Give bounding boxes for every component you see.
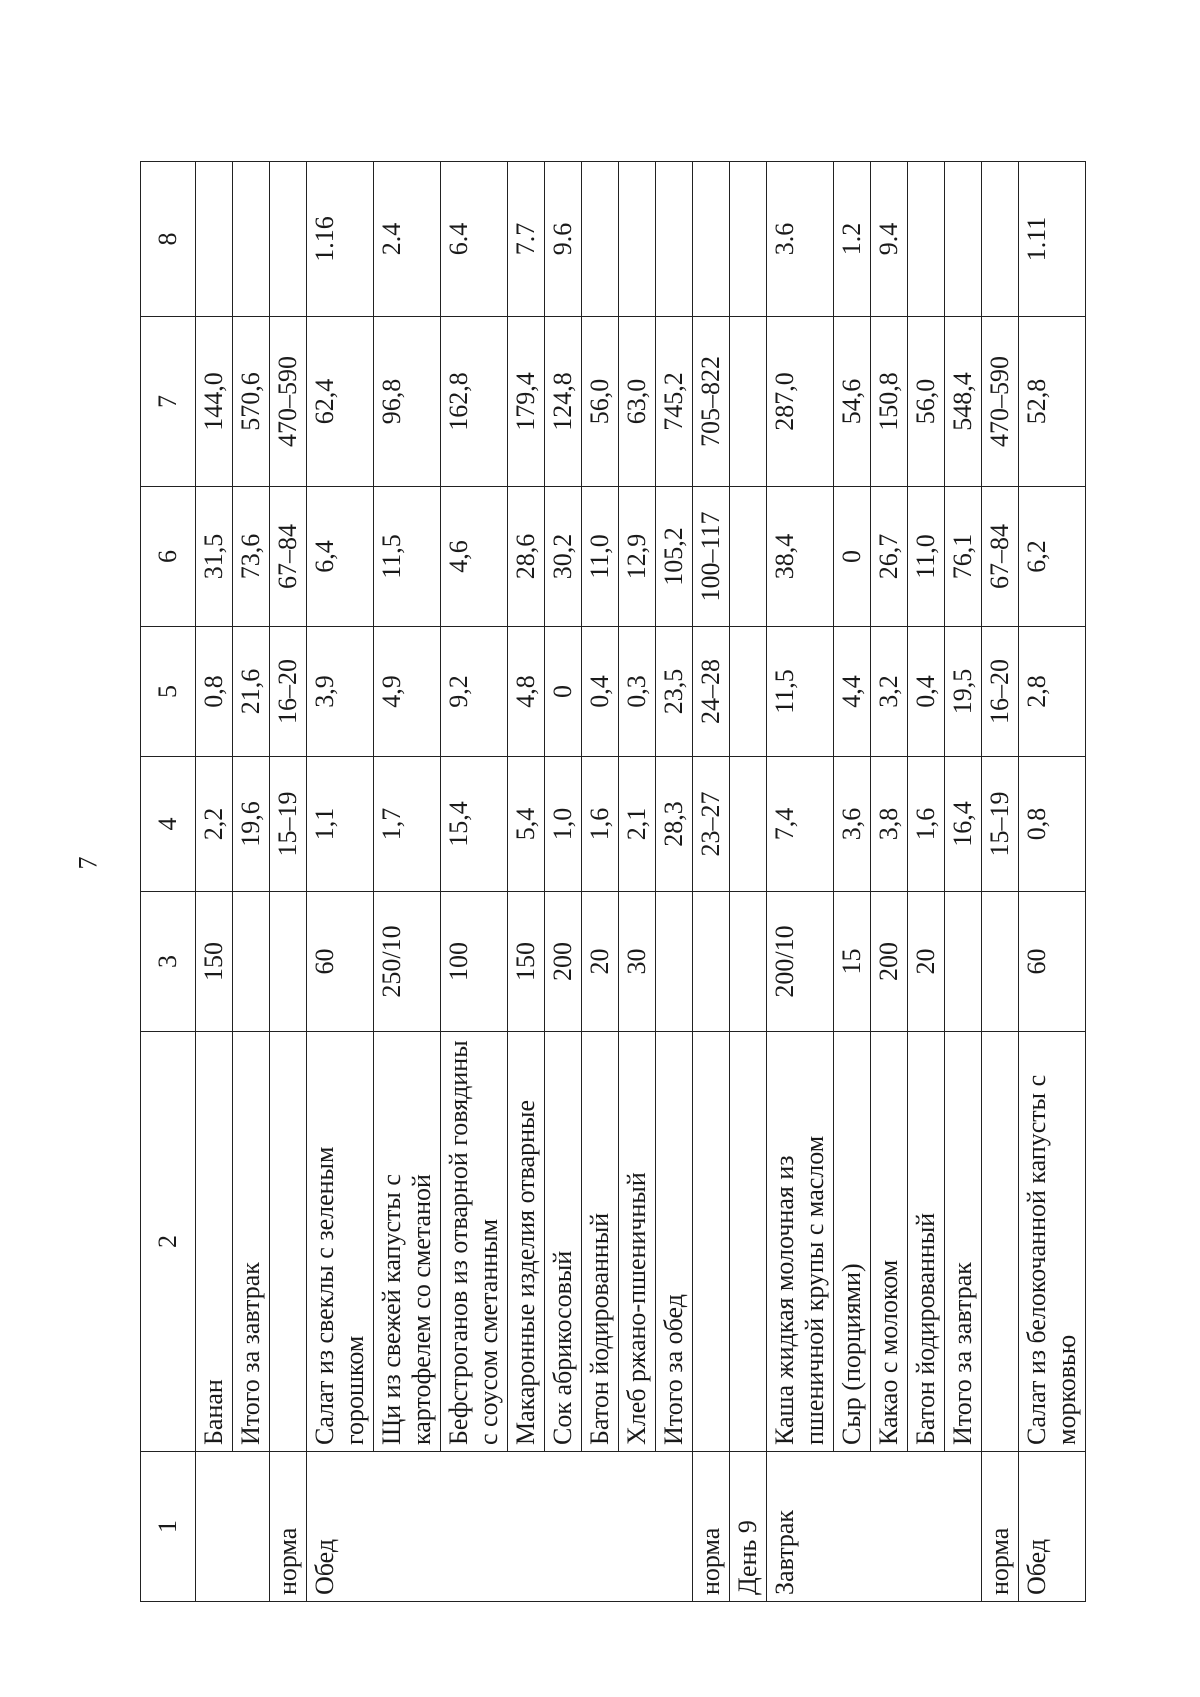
value-cell: 0,3 <box>619 627 656 757</box>
value-cell: 23–27 <box>693 757 730 892</box>
table-row <box>619 162 656 1602</box>
dish-cell: Бефстроганов из отварной говядины с соусом сметанным <box>441 1032 508 1452</box>
value-cell <box>945 892 982 1032</box>
value-cell: 11,0 <box>582 487 619 627</box>
table-row <box>582 162 619 1602</box>
meal-cell: День 9 <box>730 1452 767 1602</box>
meal-cell <box>871 1452 908 1602</box>
value-cell: 150 <box>196 892 233 1032</box>
value-cell: 12,9 <box>619 487 656 627</box>
meal-cell: Обед <box>1019 1452 1086 1602</box>
table-row <box>767 162 834 1602</box>
table-row <box>374 162 441 1602</box>
value-cell: 0,8 <box>196 627 233 757</box>
header-cell: 3 <box>141 892 196 1032</box>
meal-cell <box>945 1452 982 1602</box>
value-cell <box>982 162 1019 317</box>
dish-cell: Какао с молоком <box>871 1032 908 1452</box>
table-row <box>441 162 508 1602</box>
value-cell: 200/10 <box>767 892 834 1032</box>
value-cell: 4,4 <box>834 627 871 757</box>
header-cell: 8 <box>141 162 196 317</box>
value-cell: 0 <box>834 487 871 627</box>
value-cell: 54,6 <box>834 317 871 487</box>
value-cell: 3,9 <box>307 627 374 757</box>
value-cell: 60 <box>1019 892 1086 1032</box>
value-cell: 20 <box>582 892 619 1032</box>
value-cell: 15,4 <box>441 757 508 892</box>
header-row <box>141 162 196 1602</box>
table-row <box>545 162 582 1602</box>
meal-cell: Обед <box>307 1452 374 1602</box>
dish-cell: Хлеб ржано-пшеничный <box>619 1032 656 1452</box>
value-cell: 30 <box>619 892 656 1032</box>
table-row <box>233 162 270 1602</box>
value-cell: 4,8 <box>508 627 545 757</box>
value-cell: 11,5 <box>767 627 834 757</box>
dish-cell: Щи из свежей капусты с картофелем со сметаной <box>374 1032 441 1452</box>
value-cell: 1,6 <box>908 757 945 892</box>
value-cell: 19,5 <box>945 627 982 757</box>
value-cell <box>945 162 982 317</box>
dish-cell: Батон йодированный <box>908 1032 945 1452</box>
table-row <box>871 162 908 1602</box>
dish-cell: Банан <box>196 1032 233 1452</box>
dish-cell <box>982 1032 1019 1452</box>
dish-cell: Сок абрикосовый <box>545 1032 582 1452</box>
value-cell: 179,4 <box>508 317 545 487</box>
value-cell: 76,1 <box>945 487 982 627</box>
value-cell <box>196 162 233 317</box>
meal-cell <box>233 1452 270 1602</box>
value-cell: 3.6 <box>767 162 834 317</box>
value-cell: 1,6 <box>582 757 619 892</box>
value-cell: 0,8 <box>1019 757 1086 892</box>
value-cell: 15–19 <box>982 757 1019 892</box>
dish-cell: Салат из свеклы с зеленым горошком <box>307 1032 374 1452</box>
value-cell <box>730 757 767 892</box>
header-cell: 2 <box>141 1032 196 1452</box>
value-cell <box>730 487 767 627</box>
value-cell: 7,4 <box>767 757 834 892</box>
value-cell: 105,2 <box>656 487 693 627</box>
value-cell <box>656 162 693 317</box>
value-cell: 26,7 <box>871 487 908 627</box>
value-cell: 38,4 <box>767 487 834 627</box>
value-cell: 16–20 <box>270 627 307 757</box>
meal-cell: норма <box>270 1452 307 1602</box>
value-cell: 7.7 <box>508 162 545 317</box>
value-cell: 1.2 <box>834 162 871 317</box>
value-cell <box>730 162 767 317</box>
value-cell: 3,6 <box>834 757 871 892</box>
value-cell: 548,4 <box>945 317 982 487</box>
value-cell: 73,6 <box>233 487 270 627</box>
table-row <box>693 162 730 1602</box>
value-cell <box>693 162 730 317</box>
dish-cell <box>270 1032 307 1452</box>
value-cell: 30,2 <box>545 487 582 627</box>
value-cell: 745,2 <box>656 317 693 487</box>
value-cell: 67–84 <box>982 487 1019 627</box>
meal-cell: норма <box>693 1452 730 1602</box>
value-cell: 2,8 <box>1019 627 1086 757</box>
meal-cell: Завтрак <box>767 1452 834 1602</box>
value-cell: 56,0 <box>908 317 945 487</box>
dish-cell: Каша жидкая молочная из пшеничной крупы с маслом <box>767 1032 834 1452</box>
header-cell: 5 <box>141 627 196 757</box>
value-cell: 100 <box>441 892 508 1032</box>
dish-cell: Батон йодированный <box>582 1032 619 1452</box>
meal-cell <box>834 1452 871 1602</box>
value-cell: 4,6 <box>441 487 508 627</box>
dish-cell: Сыр (порциями) <box>834 1032 871 1452</box>
value-cell: 31,5 <box>196 487 233 627</box>
header-cell: 1 <box>141 1452 196 1602</box>
table-row <box>196 162 233 1602</box>
dish-cell: Макаронные изделия отварные <box>508 1032 545 1452</box>
value-cell <box>982 892 1019 1032</box>
value-cell <box>908 162 945 317</box>
value-cell: 570,6 <box>233 317 270 487</box>
value-cell: 470–590 <box>982 317 1019 487</box>
value-cell: 162,8 <box>441 317 508 487</box>
value-cell: 3,2 <box>871 627 908 757</box>
header-cell: 7 <box>141 317 196 487</box>
dish-cell: Итого за обед <box>656 1032 693 1452</box>
header-cell: 4 <box>141 757 196 892</box>
value-cell <box>693 892 730 1032</box>
value-cell <box>582 162 619 317</box>
value-cell: 62,4 <box>307 317 374 487</box>
value-cell <box>730 627 767 757</box>
dish-cell: Салат из белокочанной капусты с морковью <box>1019 1032 1086 1452</box>
value-cell: 1.16 <box>307 162 374 317</box>
value-cell: 67–84 <box>270 487 307 627</box>
meal-cell <box>582 1452 619 1602</box>
value-cell: 4,9 <box>374 627 441 757</box>
value-cell: 16–20 <box>982 627 1019 757</box>
meal-cell <box>196 1452 233 1602</box>
value-cell: 9.4 <box>871 162 908 317</box>
value-cell: 24–28 <box>693 627 730 757</box>
value-cell: 1,0 <box>545 757 582 892</box>
value-cell: 150,8 <box>871 317 908 487</box>
value-cell: 2.4 <box>374 162 441 317</box>
page-number: 7 <box>73 856 103 870</box>
value-cell: 5,4 <box>508 757 545 892</box>
value-cell: 15–19 <box>270 757 307 892</box>
table-row <box>656 162 693 1602</box>
value-cell: 0,4 <box>582 627 619 757</box>
table-row <box>730 162 767 1602</box>
value-cell <box>233 892 270 1032</box>
value-cell <box>656 892 693 1032</box>
dish-cell: Итого за завтрак <box>945 1032 982 1452</box>
value-cell: 1,1 <box>307 757 374 892</box>
value-cell <box>270 892 307 1032</box>
value-cell: 100–117 <box>693 487 730 627</box>
meal-cell <box>908 1452 945 1602</box>
dish-cell <box>693 1032 730 1452</box>
value-cell: 21,6 <box>233 627 270 757</box>
value-cell: 6,2 <box>1019 487 1086 627</box>
value-cell: 287,0 <box>767 317 834 487</box>
value-cell: 0,4 <box>908 627 945 757</box>
table-row <box>508 162 545 1602</box>
value-cell: 250/10 <box>374 892 441 1032</box>
meal-cell: норма <box>982 1452 1019 1602</box>
dish-cell <box>730 1032 767 1452</box>
meal-cell <box>545 1452 582 1602</box>
value-cell: 200 <box>545 892 582 1032</box>
nutrition-table <box>140 161 1086 1602</box>
meal-cell <box>441 1452 508 1602</box>
value-cell: 15 <box>834 892 871 1032</box>
value-cell: 470–590 <box>270 317 307 487</box>
value-cell: 705–822 <box>693 317 730 487</box>
value-cell: 2,1 <box>619 757 656 892</box>
value-cell: 60 <box>307 892 374 1032</box>
table-row <box>834 162 871 1602</box>
value-cell: 16,4 <box>945 757 982 892</box>
header-cell: 6 <box>141 487 196 627</box>
value-cell: 124,8 <box>545 317 582 487</box>
value-cell <box>730 317 767 487</box>
value-cell <box>730 892 767 1032</box>
table-row <box>1019 162 1086 1602</box>
value-cell: 6.4 <box>441 162 508 317</box>
value-cell: 9,2 <box>441 627 508 757</box>
dish-cell: Итого за завтрак <box>233 1032 270 1452</box>
value-cell: 1,7 <box>374 757 441 892</box>
value-cell: 63,0 <box>619 317 656 487</box>
value-cell: 200 <box>871 892 908 1032</box>
meal-cell <box>619 1452 656 1602</box>
value-cell: 23,5 <box>656 627 693 757</box>
meal-cell <box>656 1452 693 1602</box>
value-cell <box>233 162 270 317</box>
value-cell: 9.6 <box>545 162 582 317</box>
value-cell: 19,6 <box>233 757 270 892</box>
value-cell: 0 <box>545 627 582 757</box>
table-row <box>307 162 374 1602</box>
value-cell: 11,5 <box>374 487 441 627</box>
table-row <box>270 162 307 1602</box>
value-cell: 3,8 <box>871 757 908 892</box>
meal-cell <box>374 1452 441 1602</box>
value-cell: 11,0 <box>908 487 945 627</box>
value-cell: 52,8 <box>1019 317 1086 487</box>
meal-cell <box>508 1452 545 1602</box>
value-cell: 96,8 <box>374 317 441 487</box>
value-cell: 28,6 <box>508 487 545 627</box>
table-row <box>982 162 1019 1602</box>
value-cell: 2,2 <box>196 757 233 892</box>
value-cell: 6,4 <box>307 487 374 627</box>
value-cell: 144,0 <box>196 317 233 487</box>
value-cell: 28,3 <box>656 757 693 892</box>
value-cell: 150 <box>508 892 545 1032</box>
value-cell: 1.11 <box>1019 162 1086 317</box>
value-cell: 20 <box>908 892 945 1032</box>
value-cell: 56,0 <box>582 317 619 487</box>
rotated-table-wrapper <box>140 162 1140 1602</box>
value-cell <box>619 162 656 317</box>
table-row <box>908 162 945 1602</box>
value-cell <box>270 162 307 317</box>
table-row <box>945 162 982 1602</box>
